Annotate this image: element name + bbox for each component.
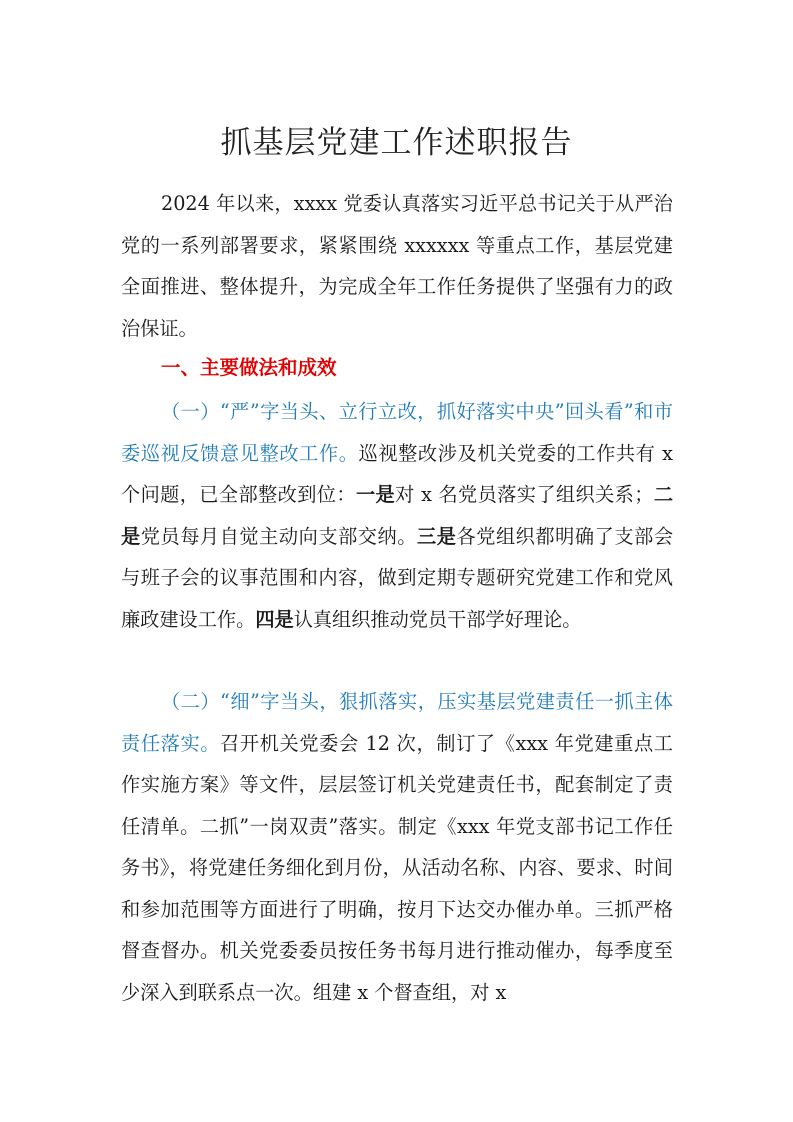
document-title: 抓基层党建工作述职报告 (220, 125, 573, 161)
section-1-marker-2: 二是 (121, 483, 674, 548)
section-1-marker-4: 四是 (255, 607, 294, 631)
section-1-lead: （一）“严”字当头、立行立改，抓好落实中央”回头看”和市委巡视反馈意见整改工作。 (121, 400, 673, 465)
section-1-text-2: 对 x 名党员落实了组织关系； (395, 483, 654, 506)
section-2-paragraph (121, 681, 673, 1013)
intro-paragraph: 2024 年以来，xxxx 党委认真落实习近平总书记关于从严治党的一系列部署要求，紧紧围绕 xxxxxx 等重点工作，基层党建全面推进、整体提升，为完成全年工作任务提供了坚强有力的政治保证。 (121, 192, 673, 340)
section-2-lead: （二）“细”字当头，狠抓落实，压实基层党建责任一抓主体责任落实。 (121, 690, 673, 755)
section-1-text-3: 党员每月自觉主动向支部交纳。 (140, 524, 418, 548)
section-1-marker-3: 三是 (417, 524, 457, 548)
section-heading-main-practices: 一、主要做法和成效 (161, 356, 337, 379)
section-2-text: 召开机关党委会 12 次，制订了《xxx 年党建重点工作实施方案》等文件，层层签订机关党建责任书，配套制定了责任清单。二抓”一岗双责”落实。制定《xxx 年党支部书记工作任务书》，将党建任务细化到月份，从活动名称、内容、要求、时间和参加范围等方面进行了明确，按月下达交办催办单。三抓严格督查督办。机关党委委员按任务书每月进行推动催办，每季度至少深入到联系点一次。组建 x 个督查组，对 x (121, 731, 673, 1004)
section-1-text-5: 认真组织推动党员干部学好理论。 (293, 607, 582, 631)
section-1-text-1: 巡视整改涉及机关党委的工作共有 x 个问题，已全部整改到位： (121, 441, 674, 506)
section-1-text-4: 各党组织都明确了支部会与班子会的议事范围和内容，做到定期专题研究党建工作和党风廉政建设工作。 (121, 524, 674, 631)
section-1-marker-1: 一是 (355, 483, 396, 506)
section-1-paragraph (121, 391, 673, 640)
